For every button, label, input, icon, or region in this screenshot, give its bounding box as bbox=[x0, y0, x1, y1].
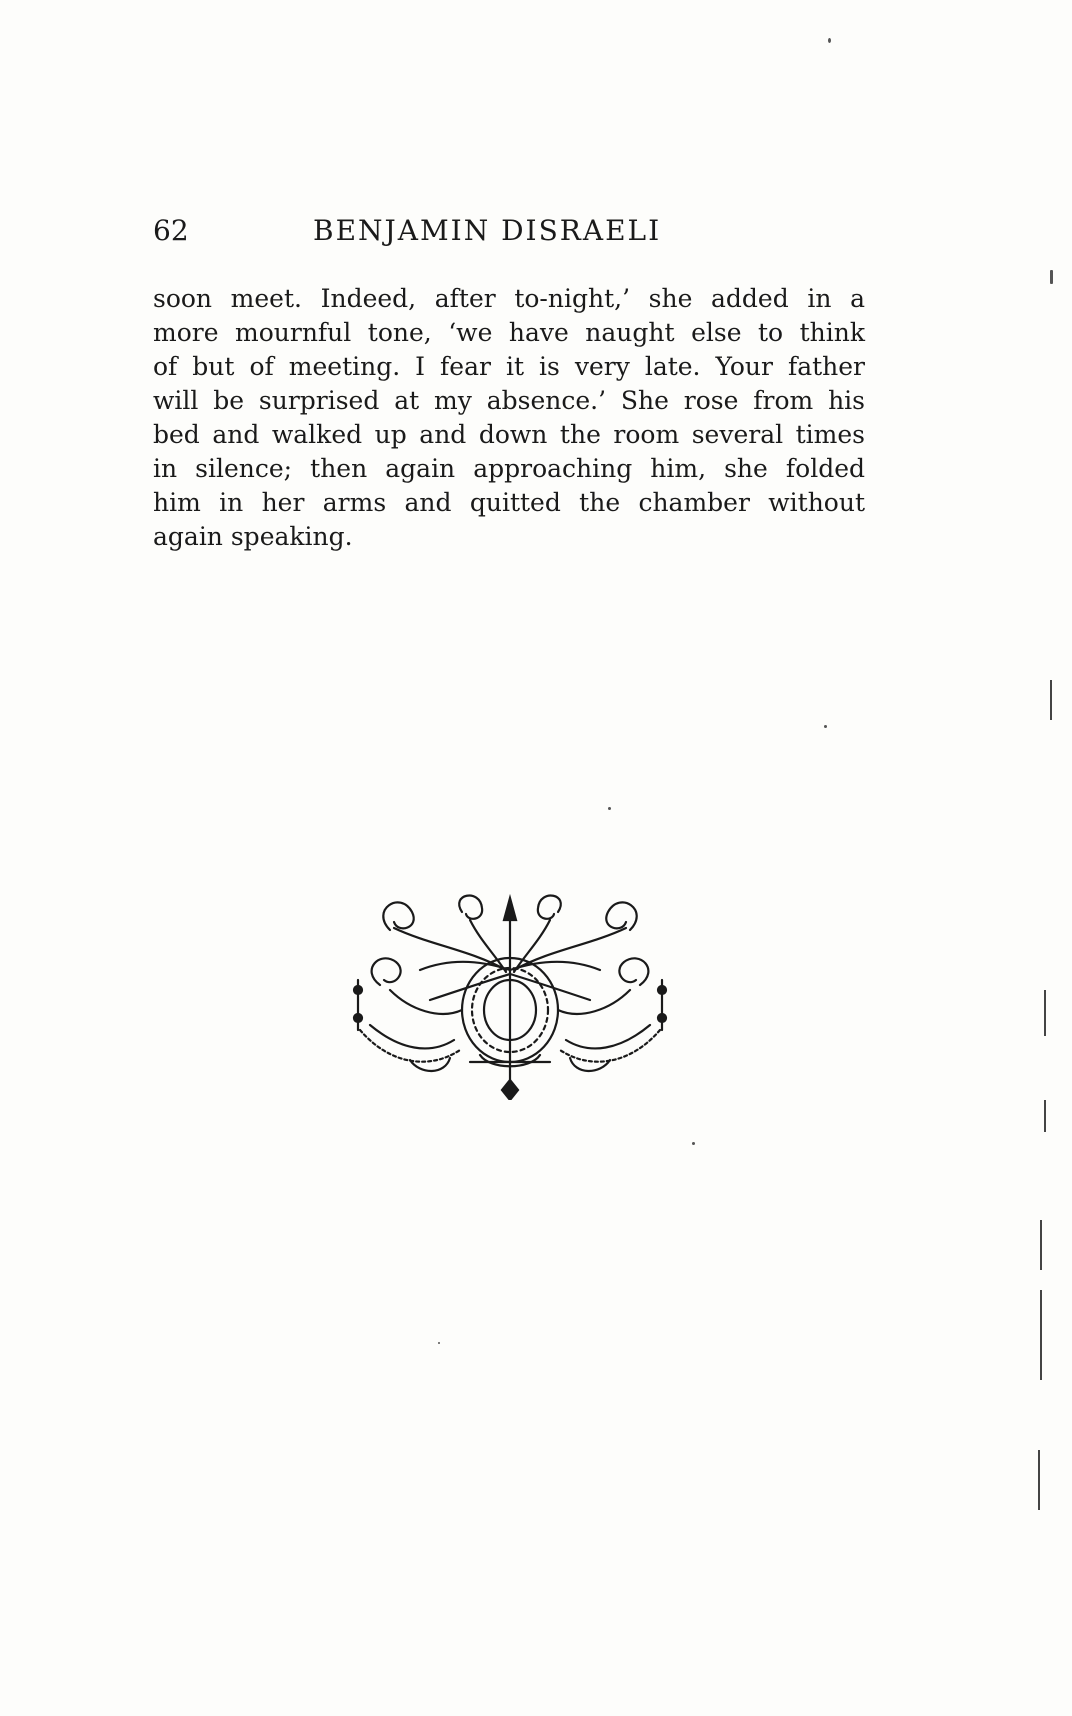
running-head bbox=[153, 214, 713, 254]
body-paragraph bbox=[153, 282, 865, 554]
text-line: will be surprised at my absence.’ She rose from his bbox=[153, 386, 865, 415]
scan-speck bbox=[1050, 270, 1053, 284]
text-line: of but of meeting. I fear it is very late. Your father bbox=[153, 352, 865, 381]
margin-rule bbox=[1050, 680, 1052, 720]
scan-speck bbox=[692, 1142, 695, 1145]
margin-rule bbox=[1044, 1100, 1046, 1132]
scan-speck bbox=[438, 1342, 440, 1344]
floral-tailpiece-icon bbox=[350, 890, 670, 1100]
text-line: more mournful tone, ‘we have naught else to think bbox=[153, 318, 865, 347]
margin-rule bbox=[1044, 990, 1046, 1036]
text-line: soon meet. Indeed, after to-night,’ she added in a bbox=[153, 284, 865, 313]
scan-speck bbox=[824, 725, 827, 728]
scan-speck bbox=[608, 807, 611, 810]
margin-rule bbox=[1040, 1290, 1042, 1380]
text-line: again speaking. bbox=[153, 522, 353, 551]
margin-rule bbox=[1038, 1450, 1040, 1510]
text-line: in silence; then again approaching him, she folded bbox=[153, 454, 865, 483]
page-number: 62 bbox=[153, 214, 189, 247]
text-line: him in her arms and quitted the chamber without bbox=[153, 488, 865, 517]
margin-rule bbox=[1040, 1220, 1042, 1270]
scan-speck bbox=[828, 38, 831, 43]
text-line: bed and walked up and down the room several times bbox=[153, 420, 865, 449]
running-title: BENJAMIN DISRAELI bbox=[313, 214, 662, 247]
